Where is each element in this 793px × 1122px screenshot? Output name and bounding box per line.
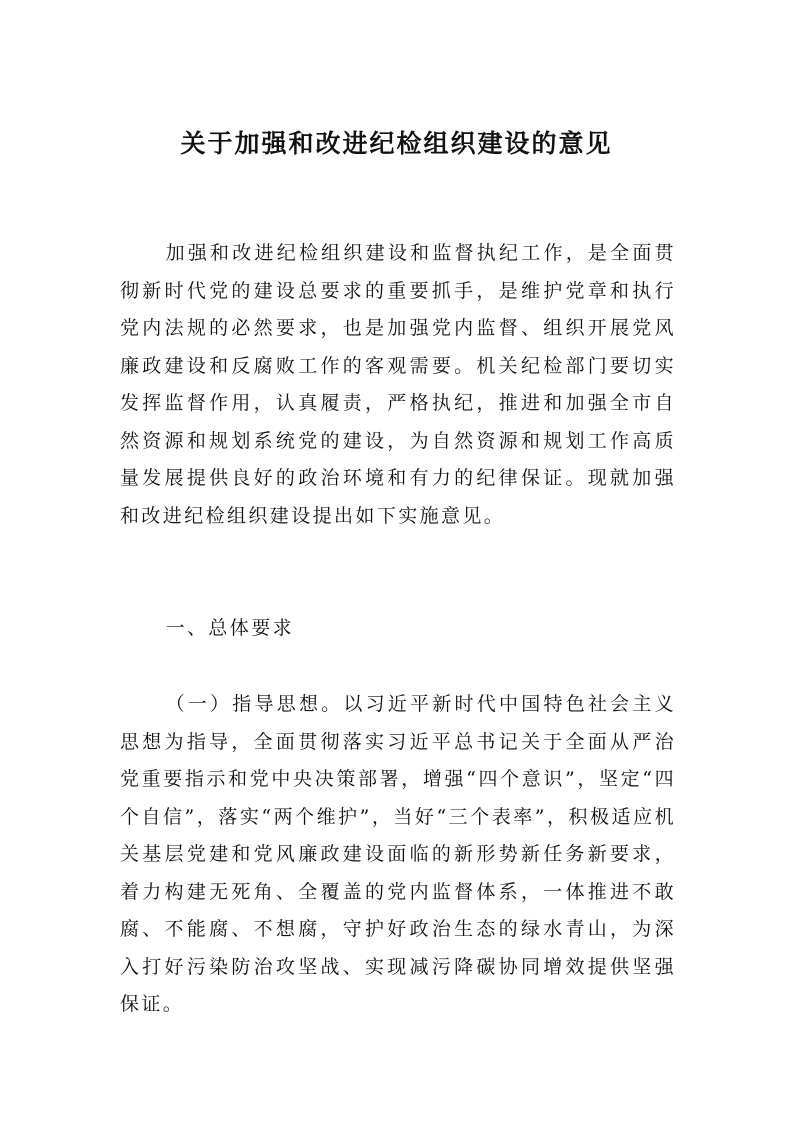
guiding-thought-paragraph: （一）指导思想。以习近平新时代中国特色社会主义思想为指导，全面贯彻落实习近平总书记关于全面从严治党重要指示和党中央决策部署，增强“四个意识”，坚定“四个自信”，落实“两个维护”，当好“三个表率”，积极适应机关基层党建和党风廉政建设面临的新形势新任务新要求，着力构建无死角、全覆盖的党内监督体系，一体推进不敢腐、不能腐、不想腐，守护好政治生态的绿水青山，为深入打好污染防治攻坚战、实现减污降碳协同增效提供坚强保证。 bbox=[120, 693, 676, 1015]
intro-paragraph: 加强和改进纪检组织建设和监督执纪工作，是全面贯彻新时代党的建设总要求的重要抓手，是维护党章和执行党内法规的必然要求，也是加强党内监督、组织开展党风廉政建设和反腐败工作的客观需要。机关纪检部门要切实发挥监督作用，认真履责，严格执纪，推进和加强全市自然资源和规划系统党的建设，为自然资源和规划工作高质量发展提供良好的政治环境和有力的纪律保证。现就加强和改进纪检组织建设提出如下实施意见。 bbox=[120, 242, 676, 527]
section-heading: 一、总体要求 bbox=[165, 617, 294, 639]
document-title: 关于加强和改进纪检组织建设的意见 bbox=[180, 129, 613, 158]
